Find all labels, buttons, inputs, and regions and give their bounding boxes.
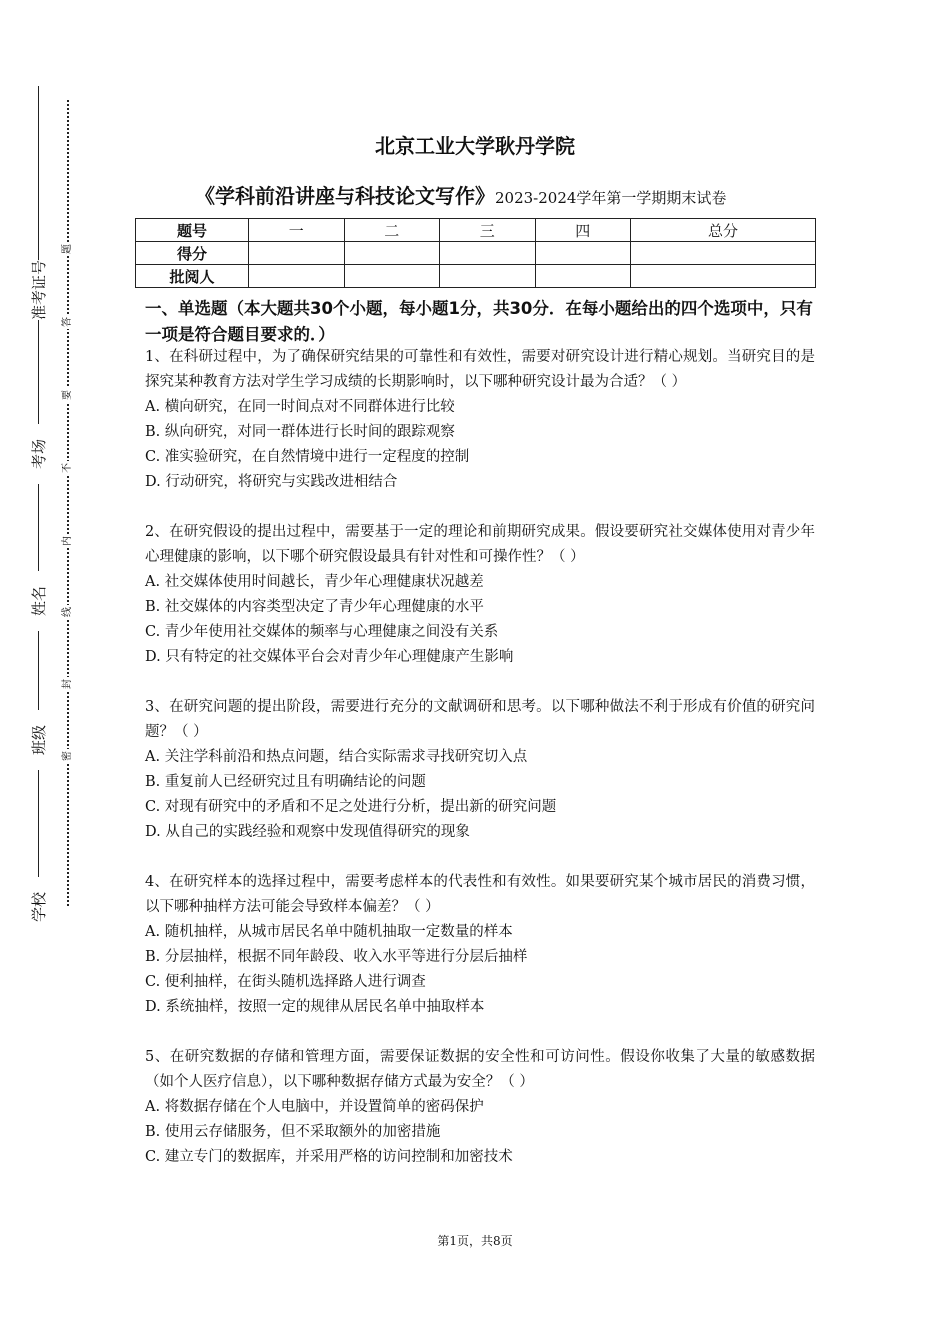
binding-margin bbox=[0, 0, 110, 1344]
question-2 bbox=[145, 520, 815, 670]
option-a: A. 随机抽样，从城市居民名单中随机抽取一定数量的样本 bbox=[145, 924, 513, 940]
seal-char: 密 bbox=[62, 751, 73, 761]
option-b: B. 纵向研究，对同一群体进行长时间的跟踪观察 bbox=[145, 424, 455, 440]
option-c: C. 便利抽样，在街头随机选择路人进行调查 bbox=[145, 974, 426, 990]
seal-char: 封 bbox=[62, 679, 73, 689]
course-name: 《学科前沿讲座与科技论文写作》 bbox=[195, 184, 495, 208]
option-d: D. 只有特定的社交媒体平台会对青少年心理健康产生影响 bbox=[145, 649, 514, 665]
score-cell bbox=[631, 242, 816, 265]
score-table bbox=[135, 218, 816, 288]
score-table-header: 总分 bbox=[631, 219, 816, 242]
question-stem: 5、在研究数据的存储和管理方面，需要保证数据的安全性和可访问性。假设你收集了大量的敏感数据（如个人医疗信息），以下哪种数据存储方式最为安全？（ ） bbox=[145, 1049, 815, 1090]
option-b: B. 社交媒体的内容类型决定了青少年心理健康的水平 bbox=[145, 599, 484, 615]
score-table-header: 四 bbox=[535, 219, 631, 242]
score-row-label: 得分 bbox=[136, 242, 249, 265]
score-cell bbox=[249, 265, 345, 288]
exam-term: 2023-2024学年第一学期期末试卷 bbox=[495, 189, 727, 207]
score-table-header-row bbox=[136, 219, 816, 242]
score-cell bbox=[344, 242, 440, 265]
seal-char: 线 bbox=[62, 607, 73, 617]
question-list bbox=[145, 345, 815, 1195]
score-row-label: 批阅人 bbox=[136, 265, 249, 288]
score-cell bbox=[535, 242, 631, 265]
score-cell bbox=[440, 242, 536, 265]
option-a: A. 社交媒体使用时间越长，青少年心理健康状况越差 bbox=[145, 574, 484, 590]
score-cell bbox=[631, 265, 816, 288]
seal-char: 题 bbox=[62, 244, 73, 254]
question-stem: 1、在科研过程中，为了确保研究结果的可靠性和有效性，需要对研究设计进行精心规划。当研究目的是探究某种教育方法对学生学习成绩的长期影响时，以下哪种研究设计最为合适？（ ） bbox=[145, 349, 815, 390]
binding-solid-line bbox=[38, 86, 39, 906]
option-c: C. 建立专门的数据库，并采用严格的访问控制和加密技术 bbox=[145, 1149, 513, 1165]
score-table-row bbox=[136, 265, 816, 288]
label-exam-number: 准考证号 bbox=[30, 259, 48, 320]
page-footer: 第1页，共8页 bbox=[437, 1234, 513, 1248]
score-cell bbox=[535, 265, 631, 288]
label-exam-room: 考场 bbox=[32, 424, 46, 484]
option-d: D. 行动研究，将研究与实践改进相结合 bbox=[145, 474, 398, 490]
seal-char: 答 bbox=[62, 317, 73, 327]
score-table-header: 一 bbox=[249, 219, 345, 242]
option-a: A. 关注学科前沿和热点问题，结合实际需求寻找研究切入点 bbox=[145, 749, 528, 765]
label-name: 姓名 bbox=[32, 571, 46, 631]
score-table-header: 二 bbox=[344, 219, 440, 242]
option-d: D. 系统抽样，按照一定的规律从居民名单中抽取样本 bbox=[145, 999, 485, 1015]
question-3 bbox=[145, 695, 815, 845]
score-cell bbox=[344, 265, 440, 288]
seal-char: 内 bbox=[62, 536, 73, 546]
option-a: A. 将数据存储在个人电脑中，并设置简单的密码保护 bbox=[145, 1099, 484, 1115]
question-stem: 4、在研究样本的选择过程中，需要考虑样本的代表性和有效性。如果要研究某个城市居民的消费习惯，以下哪种抽样方法可能会导致样本偏差？（ ） bbox=[145, 874, 815, 915]
score-table-header: 题号 bbox=[136, 219, 249, 242]
option-b: B. 分层抽样，根据不同年龄段、收入水平等进行分层后抽样 bbox=[145, 949, 528, 965]
option-b: B. 使用云存储服务，但不采取额外的加密措施 bbox=[145, 1124, 441, 1140]
option-b: B. 重复前人已经研究过且有明确结论的问题 bbox=[145, 774, 426, 790]
school-title: 北京工业大学耿丹学院 bbox=[375, 134, 575, 158]
option-c: C. 对现有研究中的矛盾和不足之处进行分析，提出新的研究问题 bbox=[145, 799, 557, 815]
question-4 bbox=[145, 870, 815, 1020]
option-a: A. 横向研究，在同一时间点对不同群体进行比较 bbox=[145, 399, 455, 415]
label-school: 学校 bbox=[32, 877, 46, 937]
option-c: C. 准实验研究，在自然情境中进行一定程度的控制 bbox=[145, 449, 470, 465]
question-1 bbox=[145, 345, 815, 495]
score-table-header: 三 bbox=[440, 219, 536, 242]
option-c: C. 青少年使用社交媒体的频率与心理健康之间没有关系 bbox=[145, 624, 499, 640]
score-table-row bbox=[136, 242, 816, 265]
exam-subtitle bbox=[195, 180, 726, 209]
seal-char: 要 bbox=[62, 390, 73, 400]
question-stem: 3、在研究问题的提出阶段，需要进行充分的文献调研和思考。以下哪种做法不利于形成有价值的研究问题？（ ） bbox=[145, 699, 815, 740]
score-cell bbox=[440, 265, 536, 288]
label-class: 班级 bbox=[32, 710, 46, 770]
option-d: D. 从自己的实践经验和观察中发现值得研究的现象 bbox=[145, 824, 470, 840]
section-title: 一、单选题（本大题共30个小题，每小题1分，共30分．在每小题给出的四个选项中，只有一项是符合题目要求的．） bbox=[145, 299, 813, 344]
score-cell bbox=[249, 242, 345, 265]
seal-dotted-line bbox=[67, 100, 69, 906]
question-stem: 2、在研究假设的提出过程中，需要基于一定的理论和前期研究成果。假设要研究社交媒体使用对青少年心理健康的影响，以下哪个研究假设最具有针对性和可操作性？（ ） bbox=[145, 524, 815, 565]
seal-char: 不 bbox=[62, 463, 73, 473]
question-5 bbox=[145, 1045, 815, 1170]
